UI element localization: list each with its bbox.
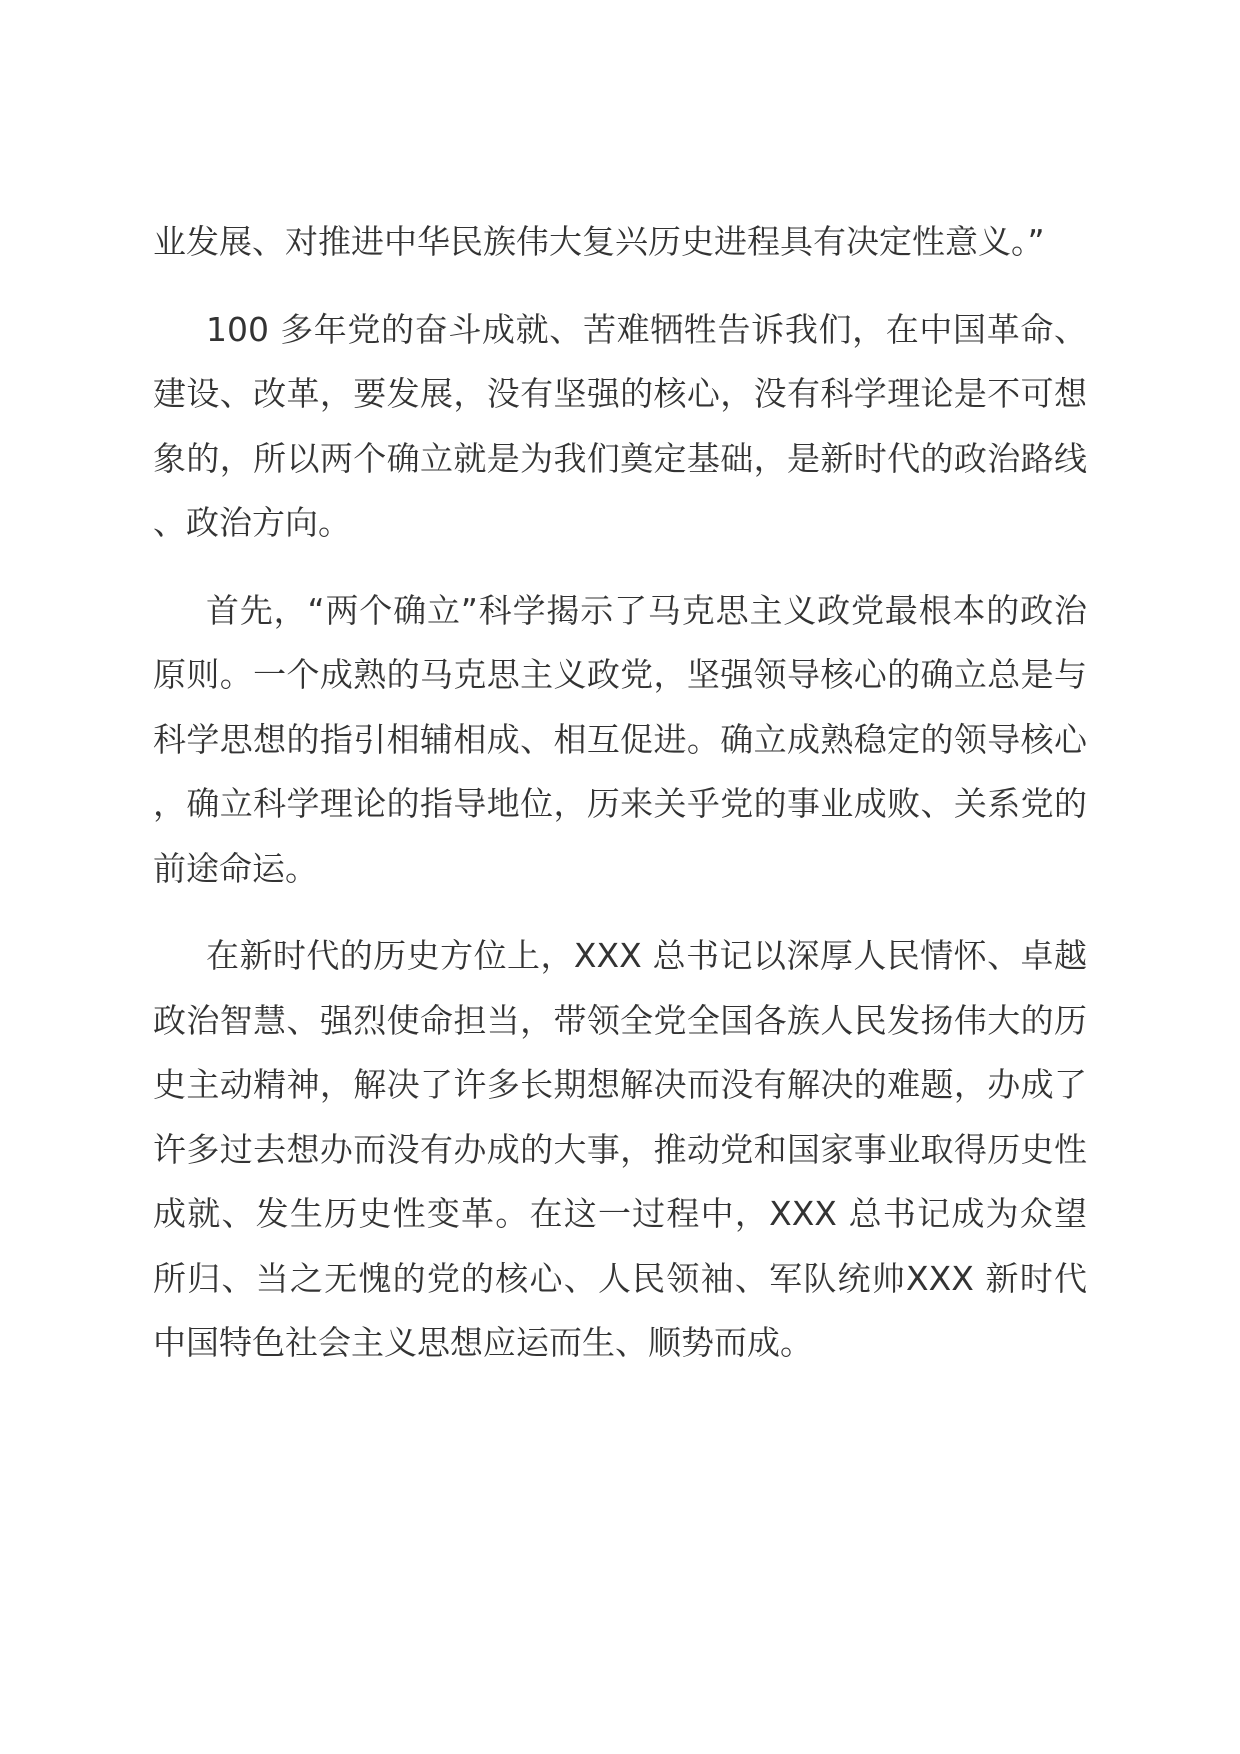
paragraph-1: 业发展、对推进中华民族伟大复兴历史进程具有决定性意义。” — [153, 222, 1045, 261]
paragraph-2: 100 多年党的奋斗成就、苦难牺牲告诉我们，在中国革命、建设、改革，要发展，没有坚强的核心，没有科学理论是不可想象的，所以两个确立就是为我们奠定基础，是新时代的政治路线、政治方向。 — [153, 309, 1087, 542]
paragraph-3: 首先，“两个确立”科学揭示了马克思主义政党最根本的政治原则。一个成熟的马克思主义政党，坚强领导核心的确立总是与科学思想的指引相辅相成、相互促进。确立成熟稳定的领导核心，确立科学理论的指导地位，历来关乎党的事业成败、关系党的前途命运。 — [153, 590, 1087, 888]
paragraph-4: 在新时代的历史方位上，XXX 总书记以深厚人民情怀、卓越政治智慧、强烈使命担当，带领全党全国各族人民发扬伟大的历史主动精神，解决了许多长期想解决而没有解决的难题，办成了许多过去想办而没有办成的大事，推动党和国家事业取得历史性成就、发生历史性变革。在这一过程中，XXX 总书记成为众望所归、当之无愧的党的核心、人民领袖、军队统帅XXX 新时代中国特色社会主义思想应运而生、顺势而成。 — [153, 936, 1087, 1362]
document-body — [153, 210, 1087, 1399]
